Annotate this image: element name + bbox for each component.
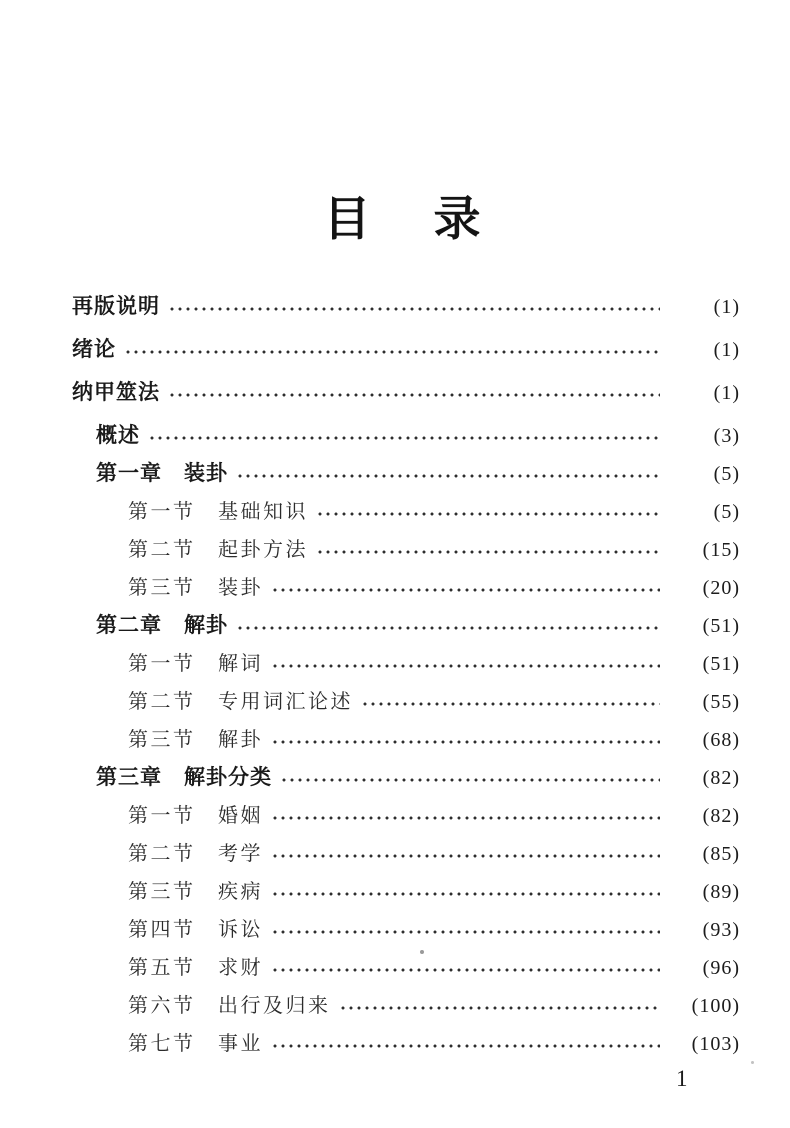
toc-entry-label: 概述 (96, 424, 140, 447)
toc-entry (72, 423, 740, 449)
toc-entry (72, 575, 740, 601)
scan-speck (751, 1061, 754, 1064)
toc-entry (72, 651, 740, 677)
dotted-leader (271, 889, 660, 899)
toc-entry (72, 380, 740, 406)
dotted-leader (361, 699, 660, 709)
dotted-leader (271, 661, 660, 671)
toc-entry (72, 613, 740, 639)
toc-entry-page: (20) (702, 577, 740, 599)
toc-entry (72, 841, 740, 867)
dotted-leader (236, 623, 660, 633)
toc-entry (72, 689, 740, 715)
toc-entry (72, 727, 740, 753)
toc-entry-label: 第一节 基础知识 (128, 501, 308, 523)
toc-entry-page: (55) (702, 691, 740, 713)
dotted-leader (271, 851, 660, 861)
scan-speck (420, 950, 424, 954)
toc-entry-label: 第三节 疾病 (128, 881, 263, 903)
toc-entry-page: (1) (713, 382, 740, 404)
toc-entry-label: 第二节 起卦方法 (128, 539, 308, 561)
toc-entry-label: 第二章 解卦 (96, 614, 228, 637)
toc-entry-page: (1) (713, 339, 740, 361)
toc-entry-label: 第七节 事业 (128, 1033, 263, 1055)
toc-entry (72, 294, 740, 320)
toc-entry (72, 537, 740, 563)
toc-entry-label: 再版说明 (72, 295, 160, 318)
toc-entry (72, 337, 740, 363)
dotted-leader (271, 1041, 660, 1051)
toc-entry (72, 1031, 740, 1057)
toc-entry-label: 第一章 装卦 (96, 462, 228, 485)
dotted-leader (316, 509, 660, 519)
toc-entry-label: 第三节 装卦 (128, 577, 263, 599)
toc-entry-page: (89) (702, 881, 740, 903)
dotted-leader (316, 547, 660, 557)
toc-entry-page: (82) (702, 767, 740, 789)
toc-entry-page: (5) (713, 501, 740, 523)
dotted-leader (271, 737, 660, 747)
dotted-leader (280, 775, 660, 785)
toc-entry-page: (68) (702, 729, 740, 751)
toc-entry-label: 第六节 出行及归来 (128, 995, 331, 1017)
toc-entry-label: 第五节 求财 (128, 957, 263, 979)
toc-entry-label: 第一节 婚姻 (128, 805, 263, 827)
toc-entry-page: (5) (713, 463, 740, 485)
toc-entry-page: (100) (691, 995, 740, 1017)
dotted-leader (236, 471, 660, 481)
toc-entry (72, 993, 740, 1019)
toc-entry-label: 绪论 (72, 338, 116, 361)
dotted-leader (271, 585, 660, 595)
toc-entry-page: (15) (702, 539, 740, 561)
toc-entry-page: (96) (702, 957, 740, 979)
toc-entry (72, 765, 740, 791)
toc-entry (72, 803, 740, 829)
toc-entry-label: 第三节 解卦 (128, 729, 263, 751)
toc-entry (72, 955, 740, 981)
toc-list (72, 294, 740, 1069)
toc-entry-label: 第二节 考学 (128, 843, 263, 865)
folio-page-number: 1 (676, 1066, 688, 1091)
toc-entry-page: (3) (713, 425, 740, 447)
toc-entry-page: (51) (702, 615, 740, 637)
dotted-leader (271, 965, 660, 975)
dotted-leader (168, 304, 660, 314)
toc-entry (72, 879, 740, 905)
toc-entry (72, 917, 740, 943)
dotted-leader (339, 1003, 661, 1013)
toc-entry (72, 499, 740, 525)
dotted-leader (148, 433, 660, 443)
toc-entry-label: 纳甲筮法 (72, 381, 160, 404)
dotted-leader (271, 813, 660, 823)
dotted-leader (271, 927, 660, 937)
toc-entry-page: (82) (702, 805, 740, 827)
toc-entry-page: (85) (702, 843, 740, 865)
toc-entry-page: (1) (713, 296, 740, 318)
toc-entry-label: 第四节 诉讼 (128, 919, 263, 941)
toc-entry-page: (103) (691, 1033, 740, 1055)
toc-entry-page: (51) (702, 653, 740, 675)
dotted-leader (168, 390, 660, 400)
toc-entry-label: 第三章 解卦分类 (96, 766, 272, 789)
toc-entry-page: (93) (702, 919, 740, 941)
toc-entry-label: 第一节 解词 (128, 653, 263, 675)
toc-entry-label: 第二节 专用词汇论述 (128, 691, 353, 713)
dotted-leader (124, 347, 660, 357)
page-title: 目 录 (323, 194, 489, 246)
toc-entry (72, 461, 740, 487)
